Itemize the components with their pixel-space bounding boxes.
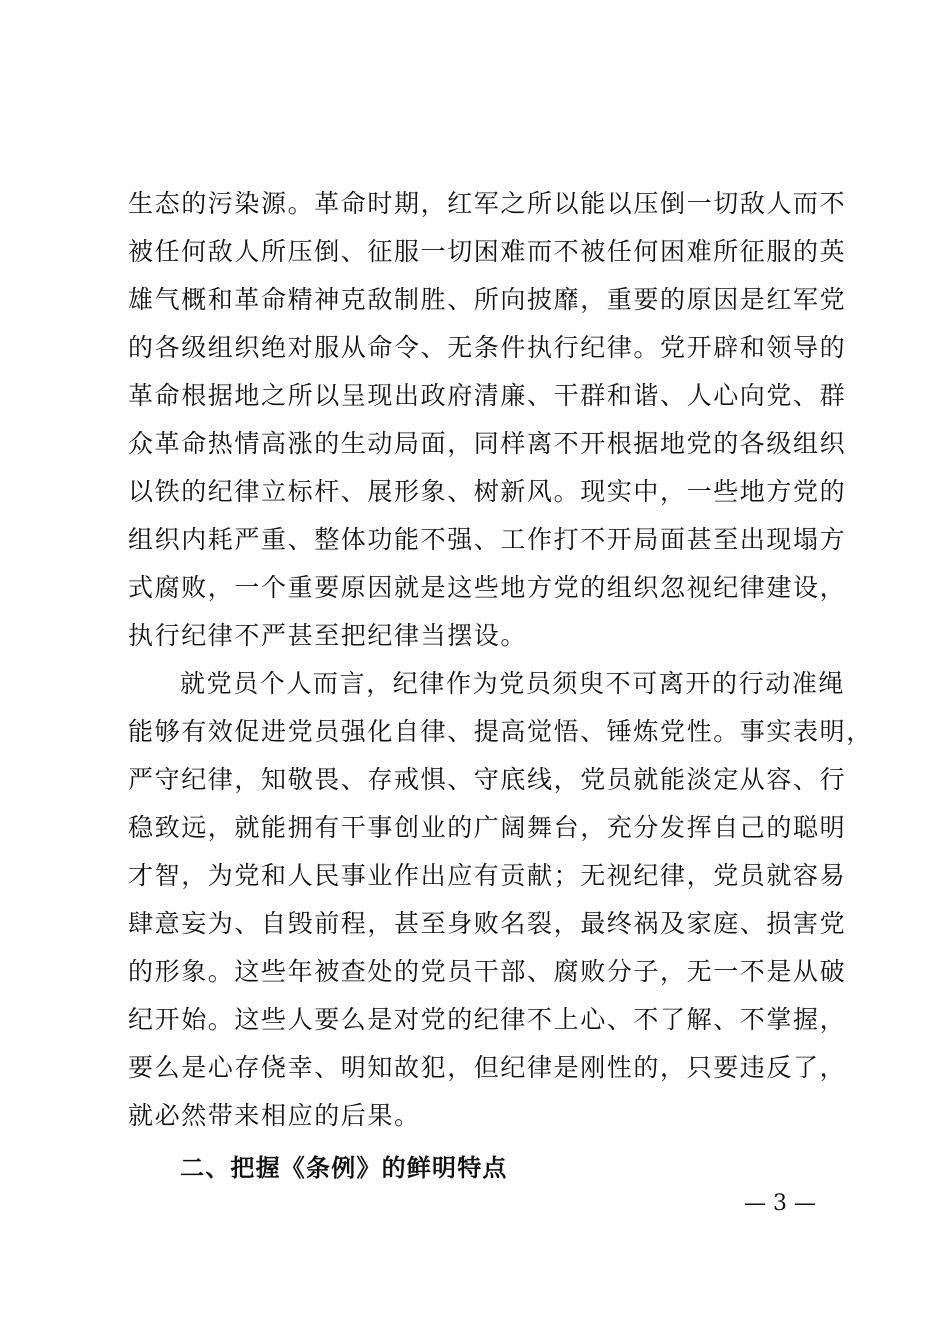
paragraph-1-line: 以铁的纪律立标杆、展形象、树新风。现实中，一些地方党的 [128,477,847,506]
paragraph-2-line: 纪开始。这些人要么是对党的纪律不上心、不了解、不掌握， [128,1005,847,1034]
paragraph-2-line: 肆意妄为、自毁前程，甚至身败名裂，最终祸及家庭、损害党 [128,909,847,938]
paragraph-2-line: 严守纪律，知敬畏、存戒惧、守底线，党员就能淡定从容、行 [128,765,847,794]
paragraph-1-line: 式腐败，一个重要原因就是这些地方党的组织忽视纪律建设， [128,573,847,602]
paragraph-2-line: 能够有效促进党员强化自律、提高觉悟、锤炼党性。事实表明， [128,717,873,746]
paragraph-1-line: 革命根据地之所以呈现出政府清廉、干群和谐、人心向党、群 [128,381,847,410]
section-heading: 二、把握《条例》的鲜明特点 [180,1154,508,1182]
paragraph-2-line: 要么是心存侥幸、明知故犯，但纪律是刚性的，只要违反了， [128,1053,847,1082]
paragraph-1-line: 组织内耗严重、整体功能不强、工作打不开局面甚至出现塌方 [128,525,847,554]
paragraph-2-line: 就党员个人而言，纪律作为党员须臾不可离开的行动准绳 [180,669,846,698]
paragraph-1-line: 的各级组织绝对服从命令、无条件执行纪律。党开辟和领导的 [128,333,847,362]
paragraph-1-line: 雄气概和革命精神克敌制胜、所向披靡，重要的原因是红军党 [128,285,847,314]
paragraph-1-line: 众革命热情高涨的生动局面，同样离不开根据地党的各级组织 [128,429,847,458]
body-text [128,180,873,1192]
page-number: — 3 — [744,1191,816,1216]
paragraph-2-line: 稳致远，就能拥有干事创业的广阔舞台，充分发挥自己的聪明 [128,813,847,842]
paragraph-2-line: 才智，为党和人民事业作出应有贡献；无视纪律，党员就容易 [128,861,847,890]
paragraph-2-line: 的形象。这些年被查处的党员干部、腐败分子，无一不是从破 [128,957,847,986]
paragraph-1-line: 被任何敌人所压倒、征服一切困难而不被任何困难所征服的英 [128,237,847,266]
paragraph-1-line: 执行纪律不严甚至把纪律当摆设。 [128,621,528,650]
paragraph-2-line: 就必然带来相应的后果。 [128,1101,421,1130]
paragraph-1-line: 生态的污染源。革命时期，红军之所以能以压倒一切敌人而不 [128,189,847,218]
